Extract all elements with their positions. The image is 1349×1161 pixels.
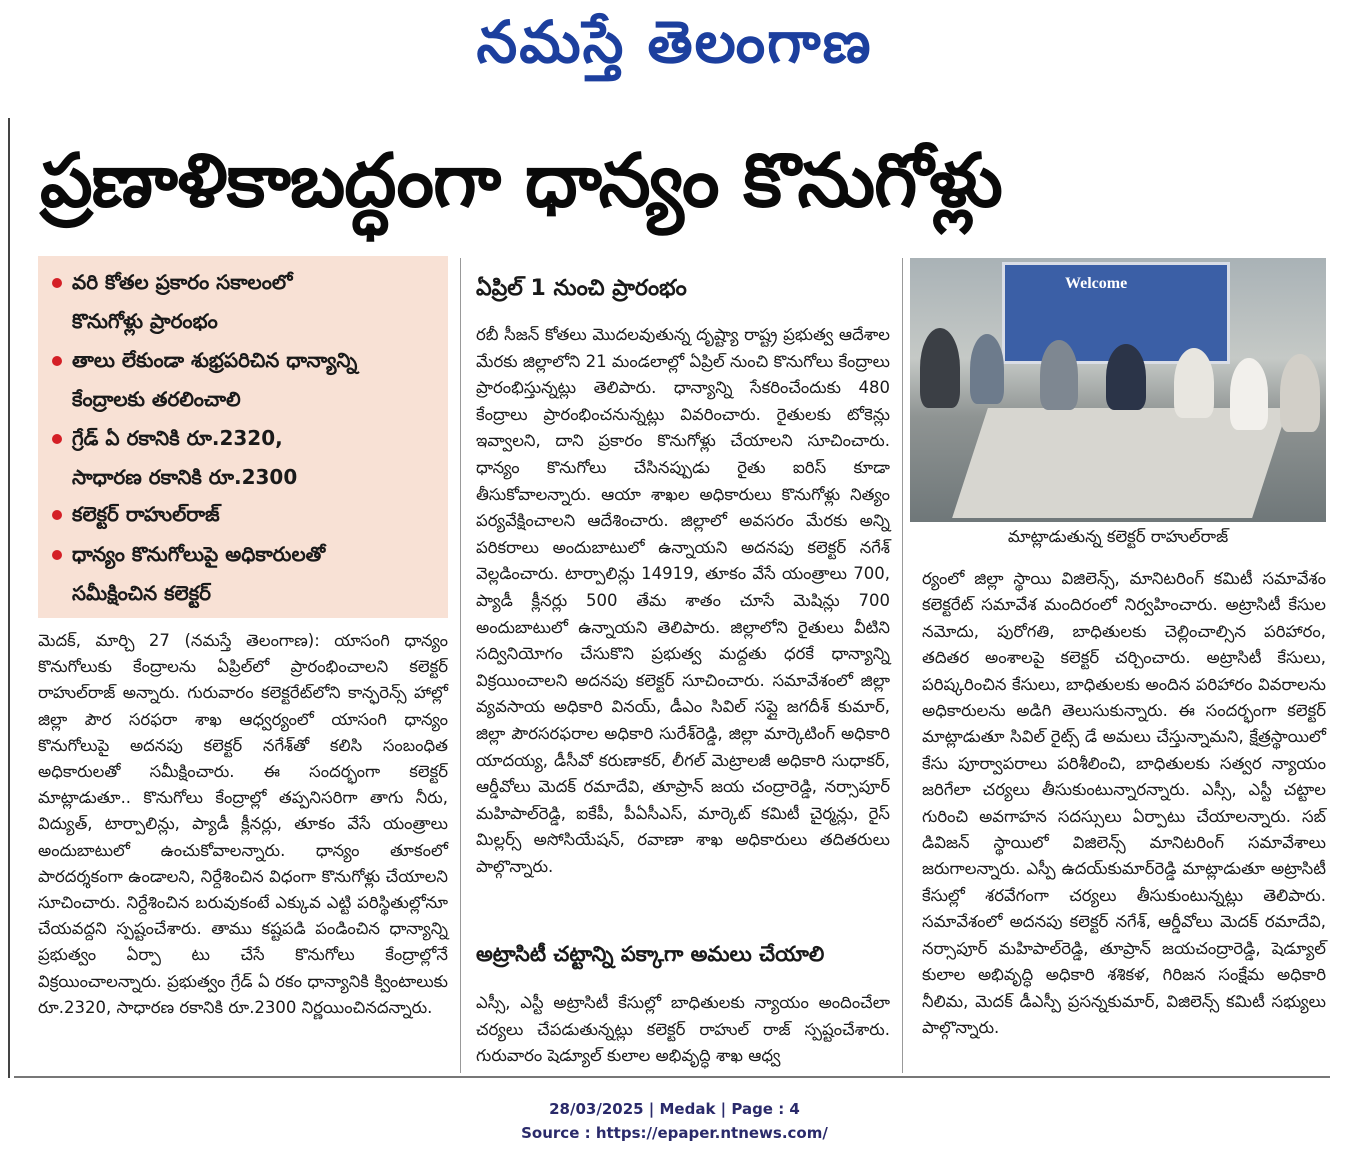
photo-person [1230, 358, 1268, 430]
subheading-atrocity: అట్రాసిటీ చట్టాన్ని పక్కాగా అమలు చేయాలి [476, 942, 825, 966]
article-column-middle-continued: ఎస్సీ, ఎస్టీ అట్రాసిటీ కేసుల్లో బాధితులకు న్యాయం అందించేలా చర్యలు చేపడుతున్నట్లు కలెక్టర్ రాహుల్ రాజ్ స్పష్టంచేశారు. గురువారం షెడ్యూల్ కులాల అభివృద్ధి శాఖ ఆధ్వ [476, 993, 890, 1066]
highlight-item: తాలు లేకుండా శుభ్రపరిచిన ధాన్యాన్ని కేంద్రాలకు తరలించాలి [52, 340, 442, 419]
bullet-icon [52, 278, 62, 288]
bullet-icon [52, 434, 62, 444]
bullet-icon [52, 510, 62, 520]
column-divider [460, 258, 461, 1073]
highlight-item: గ్రేడ్ ఏ రకానికి రూ.2320, సాధారణ రకానికి రూ.2300 [52, 418, 442, 497]
photo-person [1280, 354, 1320, 432]
highlight-item: వరి కోతల ప్రకారం సకాలంలో కొనుగోళ్లు ప్రారంభం [52, 262, 442, 341]
bullet-icon [52, 356, 62, 366]
newspaper-masthead: నమస్తే తెలంగాణ [476, 8, 873, 76]
clipping-left-border [8, 118, 10, 1078]
highlights-box [38, 256, 448, 618]
clipping-bottom-border [14, 1076, 1330, 1078]
meeting-photo [910, 258, 1326, 522]
column-divider [902, 258, 903, 1073]
footer-source-link[interactable]: Source : https://epaper.ntnews.com/ [521, 1124, 828, 1142]
subheading-april: ఏప్రిల్ 1 నుంచి ప్రారంభం [476, 276, 687, 301]
article-column-middle: రబీ సీజన్ కోతలు మొదలవుతున్న దృష్ట్యా రాష్ట్ర ప్రభుత్వ ఆదేశాల మేరకు జిల్లాలోని 21 మండలాల్లో ఏప్రిల్ నుంచి కొనుగోలు కేంద్రాలు ప్రారంభిస్తున్నట్లు తెలిపారు. ధాన్యాన్ని సేకరించేందుకు 480 కేంద్రాలు ప్రారంభించనున్నట్లు వివరించారు. రైతులకు టోకెన్లు ఇవ్వాలని, దాని ప్రకారం కొనుగోళ్లు చేయాలని సూచించారు. ధాన్యం కొనుగోలు చేసినప్పుడు రైతు ఐరిస్ కూడా తీసుకోవాలన్నారు. ఆయా శాఖల అధికారులు కొనుగోళ్లు నిత్యం పర్యవేక్షించాలని ఆదేశించారు. జిల్లాలో అవసరం మేరకు అన్ని పరికరాలు అందుబాటులో ఉన్నాయని అదనపు కలెక్టర్ నగేశ్ వెల్లడించారు. టార్పాలిన్లు 14919, తూకం వేసే యంత్రాలు 700, ప్యాడీ క్లీనర్లు 500 తేమ శాతం చూసే మెషిన్లు 700 అందుబాటులో ఉన్నాయని తెలిపారు. జిల్లాలోని రైతులు వీటిని సద్వినియోగం చేసుకొని ప్రభుత్వ మద్దతు ధరకే ధాన్యాన్ని విక్రయించాలని అదనపు కలెక్టర్ సూచించారు. సమావేశంలో జిల్లా వ్యవసాయ అధికారి వినయ్, డీఎం సివిల్ సప్లై జగదీశ్ కుమార్, జిల్లా పౌరసరఫరాల అధికారి సురేశ్‌రెడ్డి, జిల్లా మార్కెటింగ్ అధికారి యాదయ్య, డీసీవో కరుణాకర్, లీగల్ మెట్రాలజీ అధికారి సుధాకర్, ఆర్డీవోలు మెదక్ రమాదేవి, తూప్రాన్ జయ చంద్రారెడ్డి, నర్సాపూర్ మహిపాల్‌రెడ్డి, ఐకేపీ, పీఏసీఎస్, మార్కెట్ కమిటీ చైర్మన్లు, రైస్ మిల్లర్స్ అసోసియేషన్, రవాణా శాఖ అధికారులు తదితరులు పాల్గొన్నారు. [476, 325, 890, 876]
photo-person [920, 328, 960, 408]
photo-person [1174, 348, 1214, 418]
photo-caption: మాట్లాడుతున్న కలెక్టర్ రాహుల్‌రాజ్ [1007, 527, 1229, 546]
photo-person [1040, 340, 1078, 410]
article-column-right: ర్యంలో జిల్లా స్థాయి విజిలెన్స్, మానిటరింగ్ కమిటీ సమావేశం కలెక్టరేట్ సమావేశ మందిరంలో నిర్వహించారు. అట్రాసిటీ కేసుల నమోదు, పురోగతి, బాధితులకు చెల్లించాల్సిన పరిహారం, తదితర అంశాలపై కలెక్టర్ చర్చించారు. అట్రాసిటీ కేసులు, పరిష్కరించిన కేసులు, బాధితులకు అందిన పరిహారం వివరాలను అధికారులను అడిగి తెలుసుకున్నారు. ఈ సందర్భంగా కలెక్టర్ మాట్లాడుతూ సివిల్ రైట్స్ డే అమలు చేస్తున్నామని, క్షేత్రస్థాయిలో కేసు పూర్వాపరాలు పరిశీలించి, బాధితులకు సత్వర న్యాయం జరిగేలా చర్యలు తీసుకుంటున్నారన్నారు. ఎస్సీ, ఎస్టీ చట్టాల గురించి అవగాహన సదస్సులు ఏర్పాటు చేయాలన్నారు. సబ్ డివిజన్ స్థాయిలో విజిలెన్స్ మానిటరింగ్ సమావేశాలు జరుగాలన్నారు. ఎస్పీ ఉదయ్‌కుమార్‌రెడ్డి మాట్లాడుతూ అట్రాసిటీ కేసుల్లో శరవేగంగా చర్యలు తీసుకుంటున్నట్లు తెలిపారు. సమావేశంలో అదనపు కలెక్టర్ నగేశ్, ఆర్డీవోలు మెదక్ రమాదేవి, నర్సాపూర్ మహిపాల్‌రెడ్డి, తూప్రాన్ జయచంద్రారెడ్డి, షెడ్యూల్ కులాల అభివృద్ధి అధికారి శశికళ, గిరిజన సంక్షేమ అధికారి నీలిమ, మెదక్ డీఎస్పీ ప్రసన్నకుమార్, విజిలెన్స్ కమిటీ సభ్యులు పాల్గొన్నారు. [922, 569, 1326, 1037]
highlight-item: ధాన్యం కొనుగోలుపై అధికారులతో సమీక్షించిన కలెక్టర్ [52, 534, 442, 613]
highlight-item: కలెక్టర్ రాహుల్‌రాజ్ [52, 494, 442, 534]
photo-person [1106, 344, 1146, 410]
photo-welcome-banner: Welcome [1002, 262, 1230, 364]
photo-person [970, 334, 1004, 404]
bullet-icon [52, 550, 62, 560]
article-column-left: మెదక్, మార్చి 27 (నమస్తే తెలంగాణ): యాసంగి ధాన్యం కొనుగోలుకు కేంద్రాలను ఏప్రిల్‌లో ప్రారంభించాలని కలెక్టర్ రాహుల్‌రాజ్ అన్నారు. గురువారం కలెక్టరేట్‌లోని కాన్ఫరెన్స్ హాల్లో జిల్లా పౌర సరఫరా శాఖ ఆధ్వర్యంలో యాసంగి ధాన్యం కొనుగోలుపై అదనపు కలెక్టర్ నగేశ్‌తో కలిసి సంబంధిత అధికారులతో సమీక్షించారు. ఈ సందర్భంగా కలెక్టర్ మాట్లాడుతూ.. కొనుగోలు కేంద్రాల్లో తప్పనిసరిగా తాగు నీరు, విద్యుత్, టార్పాలిన్లు, ప్యాడీ క్లీనర్లు, తూకం వేసే యంత్రాలు అందుబాటులో ఉంచుకోవాలన్నారు. ధాన్యం తూకంలో పారదర్శకంగా ఉండాలని, నిర్దేశించిన విధంగా కొనుగోళ్లు చేయాలని సూచించారు. నిర్దేశించిన బరువుకంటే ఎక్కువ ఎట్టి పరిస్థితుల్లోనూ చేయవద్దని స్పష్టంచేశారు. తాము కష్టపడి పండించిన ధాన్యాన్ని ప్రభుత్వం ఏర్పా టు చేసే కొనుగోలు కేంద్రాల్లోనే విక్రయించాలన్నారు. ప్రభుత్వం గ్రేడ్ ఏ రకం ధాన్యానికి క్వింటాలుకు రూ.2320, సాధారణ రకానికి రూ.2300 నిర్ణయించినదన్నారు. [38, 631, 448, 1017]
footer-date-page: 28/03/2025 | Medak | Page : 4 [549, 1100, 800, 1118]
article-headline: ప్రణాళికాబద్ధంగా ధాన్యం కొనుగోళ్లు [40, 138, 1002, 224]
